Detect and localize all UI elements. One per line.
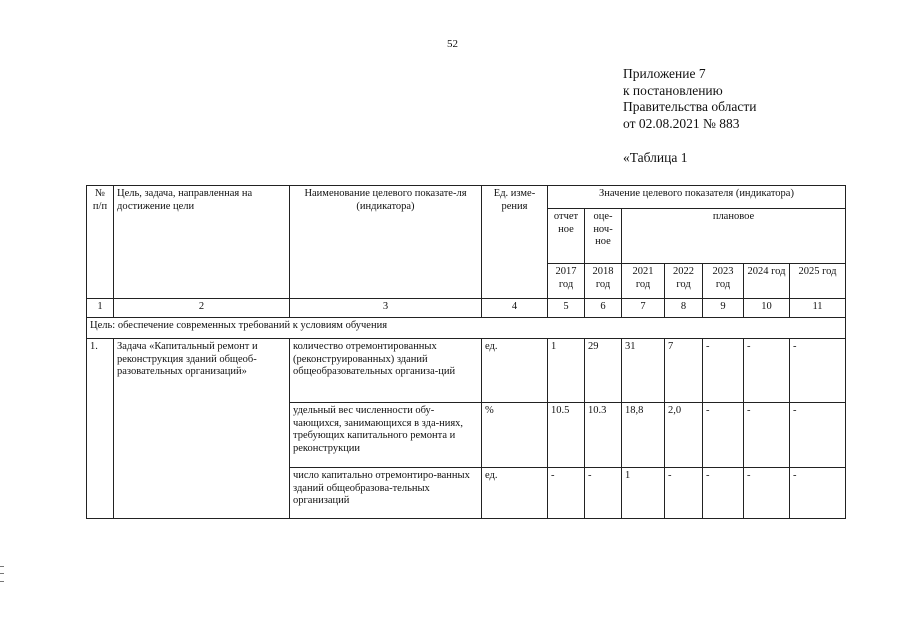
- indicator-value: 7: [665, 339, 703, 403]
- column-number: 9: [703, 299, 744, 318]
- header-year: 2017 год: [548, 264, 585, 299]
- header-goal: Цель, задача, направленная на достижение цели: [114, 186, 290, 299]
- goal-text: Цель: обеспечение современных требований к условиям обучения: [87, 318, 846, 339]
- table-caption: «Таблица 1: [623, 150, 688, 165]
- indicator-name: удельный вес численности обу-чающихся, занимающихся в зда-ниях, требующих капитального ремонта и реконструкции: [290, 403, 482, 468]
- approval-block: [623, 66, 756, 132]
- column-number: 3: [290, 299, 482, 318]
- column-number: 11: [790, 299, 846, 318]
- header-year: 2024 год: [744, 264, 790, 299]
- indicator-value: 18,8: [622, 403, 665, 468]
- scan-margin-mark: [0, 566, 4, 582]
- indicator-value: 2,0: [665, 403, 703, 468]
- indicator-value: -: [790, 339, 846, 403]
- column-number: 8: [665, 299, 703, 318]
- column-number: 1: [87, 299, 114, 318]
- header-year: 2022 год: [665, 264, 703, 299]
- header-estimated: оце-ноч-ное: [585, 209, 622, 264]
- header-planned: плановое: [622, 209, 846, 264]
- indicator-value: -: [790, 403, 846, 468]
- indicator-value: -: [744, 403, 790, 468]
- table-row: [87, 339, 846, 403]
- approval-line: от 02.08.2021 № 883: [623, 115, 740, 131]
- indicator-name: число капитально отремонтиро-ванных зданий общеобразова-тельных организаций: [290, 468, 482, 519]
- indicator-value: 1: [622, 468, 665, 519]
- indicator-value: 10.5: [548, 403, 585, 468]
- indicator-value: -: [703, 468, 744, 519]
- task-text: Задача «Капитальный ремонт и реконструкция зданий общеоб-разовательных организаций»: [114, 339, 290, 519]
- indicator-unit: ед.: [482, 468, 548, 519]
- header-value-group: Значение целевого показателя (индикатора): [548, 186, 846, 209]
- indicator-value: -: [548, 468, 585, 519]
- goal-row: [87, 318, 846, 339]
- header-row: [87, 186, 846, 209]
- indicator-name: количество отремонтированных (реконструированных) зданий общеобразовательных организа-ций: [290, 339, 482, 403]
- column-number: 2: [114, 299, 290, 318]
- header-num: № п/п: [87, 186, 114, 299]
- indicator-value: -: [665, 468, 703, 519]
- column-number: 4: [482, 299, 548, 318]
- indicator-value: -: [744, 468, 790, 519]
- header-year: 2023 год: [703, 264, 744, 299]
- indicator-value: -: [703, 339, 744, 403]
- column-number: 5: [548, 299, 585, 318]
- column-number: 10: [744, 299, 790, 318]
- page-number: 52: [447, 38, 458, 50]
- indicator-value: 31: [622, 339, 665, 403]
- header-year: 2018 год: [585, 264, 622, 299]
- indicators-table: [86, 185, 846, 519]
- indicator-value: 1: [548, 339, 585, 403]
- indicator-value: 10.3: [585, 403, 622, 468]
- indicator-value: -: [703, 403, 744, 468]
- indicator-value: -: [585, 468, 622, 519]
- header-report: отчет ное: [548, 209, 585, 264]
- column-number-row: [87, 299, 846, 318]
- indicator-value: -: [744, 339, 790, 403]
- header-unit: Ед. изме-рения: [482, 186, 548, 299]
- column-number: 6: [585, 299, 622, 318]
- approval-line: Приложение 7: [623, 66, 706, 81]
- indicator-value: 29: [585, 339, 622, 403]
- column-number: 7: [622, 299, 665, 318]
- header-year: 2025 год: [790, 264, 846, 299]
- task-number: 1.: [87, 339, 114, 519]
- header-indicator: Наименование целевого показате-ля (индикатора): [290, 186, 482, 299]
- indicator-unit: %: [482, 403, 548, 468]
- approval-line: к постановлению: [623, 82, 723, 98]
- approval-line: Правительства области: [623, 99, 757, 114]
- header-year: 2021 год: [622, 264, 665, 299]
- indicator-unit: ед.: [482, 339, 548, 403]
- indicator-value: -: [790, 468, 846, 519]
